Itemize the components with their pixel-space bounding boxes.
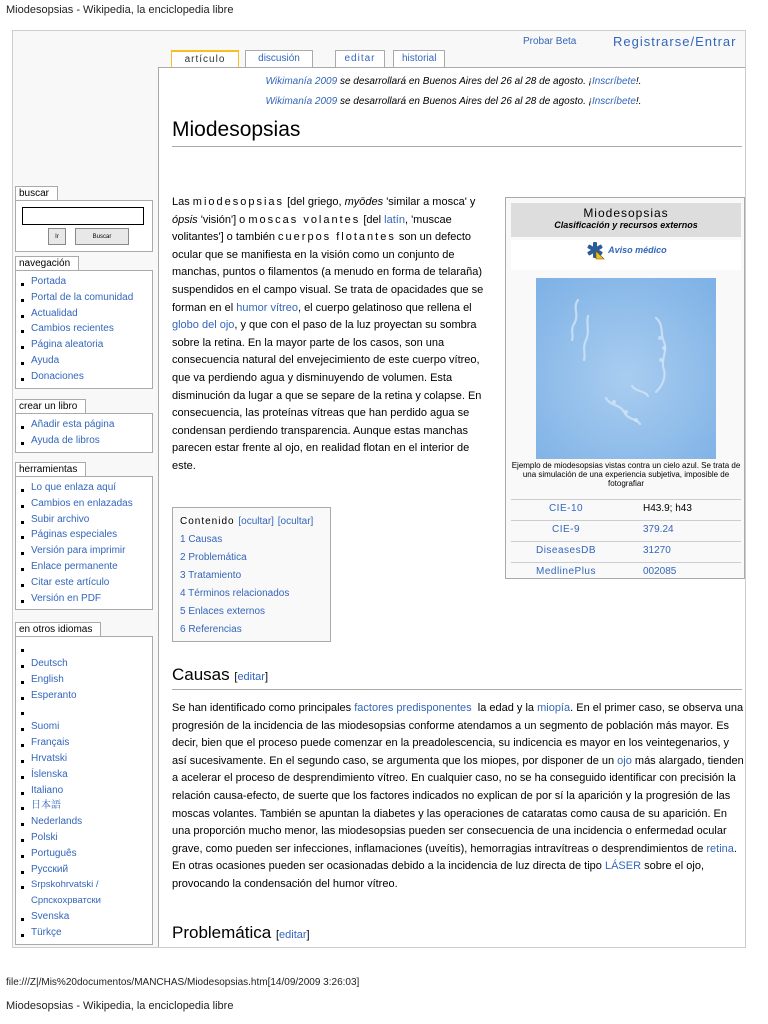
toc-item-terminos[interactable]: 4 Términos relacionados [180,588,290,599]
factores-link[interactable]: factores predisponentes [354,702,472,714]
site-notice: Wikimanía 2009 se desarrollará en Buenos Aires del 26 al 28 de agosto. ¡Inscríbete!. [265,76,642,87]
sidebar-item-enlaza[interactable]: Lo que enlaza aquí [19,480,152,496]
tools-heading: herramientas [15,462,86,476]
wikimania-link[interactable]: Wikimanía 2009 [265,76,338,87]
infobox-header [511,203,741,237]
sidebar-item-enlazadas[interactable]: Cambios en enlazadas [19,496,152,512]
tab-discusion[interactable]: discusión [245,50,313,67]
print-footer-url: file:///Z|/Mis%20documentos/MANCHAS/Miodesopsias.htm[14/09/2009 3:26:03] [6,977,360,988]
toc-hide-link[interactable]: [ocultar] [238,516,274,527]
toc-item-problematica[interactable]: 2 Problemática [180,552,247,563]
infobox-row-cie10 [511,499,741,516]
site-notice-2: Wikimanía 2009 se desarrollará en Buenos Aires del 26 al 28 de agosto. ¡Inscríbete!. [265,96,642,107]
sidebar-item-anadir[interactable]: Añadir esta página [19,417,152,433]
languages-heading: en otros idiomas [15,622,101,636]
infobox-caption: Ejemplo de miodesopsias vistas contra un cielo azul. Se trata de una simulación de una experiencia subjetiva, imposible de fotografiar [511,461,741,488]
intro-paragraph: Las miodesopsias [del griego, myōdes 'similar a mosca' y ópsis 'visión'] o moscas volantes [del latín, 'muscae volitantes'] o también cuerpos flotantes son un defecto ocular que se manifiesta en la visión como un conjunto de manchas, puntos o filamentos (a menudo en forma de telaraña) suspendidos en el campo visual. Se trata de opacidades que se forman en el humor vítreo, el cuerpo gelatinoso que rellena el globo del ojo, y que con el paso de la luz proyectan su sombra sobre la retina. En la mayor parte de los casos, son una consecuencia natural del envejecimiento de este cuerpo vítreo, que va perdiendo agua y disminuyendo de volumen. Esta disminución da lugar a que se separe de la retina y colapse. En consecuencia, las proteínas vítreas que han perdido agua se condensan perdiendo transparencia. Aunque estas manchas parecen estar frente al ojo, en realidad flotan en el interior de este. [172,196,484,472]
medlineplus-value-link[interactable]: 002085 [643,566,677,577]
toc-item-tratamiento[interactable]: 3 Tratamiento [180,570,242,581]
sidebar-item-donaciones[interactable]: Donaciones [19,369,152,385]
go-button[interactable]: Ir [48,228,66,245]
inscribete-link[interactable]: Inscríbete [591,76,636,87]
laser-link[interactable]: LÁSER [604,860,642,873]
infobox [505,197,745,579]
tab-articulo[interactable]: artículo [171,50,239,67]
sidebar-item-lang-ja[interactable]: 日本語 [19,798,152,814]
infobox-row-medlineplus [511,562,741,579]
sidebar-item-lang-hr[interactable]: Hrvatski [19,751,152,767]
sidebar-item-lang-sh[interactable]: Srpskohrvatski / Српскохрватски [19,877,152,909]
languages-portlet [15,619,153,945]
latin-link[interactable]: latín [384,213,405,226]
retina-link[interactable]: retina [706,842,734,855]
sidebar-item-citar[interactable]: Citar este artículo [19,575,152,591]
sidebar-item-lang-blank2[interactable] [19,703,152,719]
wikimania-link-2[interactable]: Wikimanía 2009 [265,96,338,107]
toc-title: Contenido [ocultar] [ocultar] [180,516,314,527]
sidebar-item-lang-en[interactable]: English [19,672,152,688]
tab-editar[interactable]: editar [335,50,385,67]
sidebar-item-lang-is[interactable]: Íslenska [19,767,152,783]
sidebar-item-lang-eo[interactable]: Esperanto [19,688,152,704]
diseasesdb-link[interactable]: DiseasesDB [535,545,597,556]
sidebar-item-portada[interactable]: Portada [19,274,152,290]
toc-item-referencias[interactable]: 6 Referencias [180,624,242,635]
sidebar-item-lang-sv[interactable]: Svenska [19,909,152,925]
search-portlet [15,183,153,252]
sidebar-item-lang-pt[interactable]: Português [19,846,152,862]
login-link[interactable]: Registrarse/Entrar [613,34,737,49]
ojo-link[interactable]: ojo [617,754,632,767]
sidebar-item-lang-fi[interactable]: Suomi [19,719,152,735]
infobox-row-cie9 [511,520,741,537]
sidebar-item-lang-fr[interactable]: Français [19,735,152,751]
content-area [158,67,746,948]
globo-ojo-link[interactable]: globo del ojo [172,319,235,332]
search-input[interactable] [22,207,144,225]
sidebar-item-cambios[interactable]: Cambios recientes [19,321,152,337]
probar-beta-link[interactable]: Probar Beta [523,36,577,47]
table-of-contents [172,507,331,642]
edit-problematica-link[interactable]: editar [279,929,307,941]
causas-paragraph: Se han identificado como principales factores predisponentes la edad y la miopía. En el primer caso, se observa una progresión de la incidencia de las miodesopsias conforme atendamos a un segmento de población más mayor. Es decir, bien que el proceso puede comenzar en la preadolescencia, su indicencia es mayor en los veintegenarios, y así sucesivamente. En el segundo caso, se argumenta que los miopes, por disponer de un ojo más alargado, tienden a acelerar el proceso de desprendimiento vítreo. En cualquier caso, no se ha conseguido identificar con precisión la relación causa-efecto, de suerte que los factores indicados no explican de por sí la aparición y la progresión de las moscas volantes. También se apuntan la diabetes y las operaciones de cataratas como causa de su aparición. En una proporción mucho menor, las miodesopsias pueden ser consecuencia de una incidencia o enfermedad ocular grave, como pueden ser infecciones, inflamaciones (uveítis), hemorragias intravítreas o desprendimientos de retina. En otras ocasiones pueden ser ocasionadas debido a la incidencia de luz directa de tipo LÁSER sobre el ojo, provocando la condensación del humor vítreo. [172,702,744,890]
sidebar-item-subir[interactable]: Subir archivo [19,512,152,528]
book-heading: crear un libro [15,399,86,413]
medical-warning-label: Aviso médico [608,245,667,255]
page-title: Miodesopsias [172,118,742,147]
medical-warning-icon [585,240,605,260]
sidebar-item-lang-tr[interactable]: Türkçe [19,925,152,941]
sidebar-item-pdf[interactable]: Versión en PDF [19,591,152,607]
book-portlet [15,396,153,453]
navigation-portlet [15,253,153,389]
sidebar-item-lang-nl[interactable]: Nederlands [19,814,152,830]
cie10-link[interactable]: CIE-10 [548,503,584,514]
tab-historial[interactable]: historial [393,50,445,67]
sidebar-item-portal[interactable]: Portal de la comunidad [19,290,152,306]
wiki-page [12,30,746,948]
diseasesdb-value-link[interactable]: 31270 [643,545,671,556]
floaters-image[interactable] [536,278,716,459]
sidebar-item-aleatoria[interactable]: Página aleatoria [19,337,152,353]
toc-hide-link-2[interactable]: [ocultar] [277,516,314,527]
infobox-title: Miodesopsias [583,206,669,220]
infobox-row-diseasesdb [511,541,741,558]
section-heading-causas: Causas [editar] [172,665,742,690]
tools-portlet [15,459,153,610]
sidebar-item-lang-it[interactable]: Italiano [19,783,152,799]
miopia-link[interactable]: miopía [537,702,571,714]
humor-vitreo-link[interactable]: humor vítreo [236,301,298,314]
medlineplus-link[interactable]: MedlinePlus [536,566,596,577]
edit-causas-link[interactable]: editar [237,671,265,683]
sidebar-item-imprimir[interactable]: Versión para imprimir [19,543,152,559]
sidebar-item-lang-pl[interactable]: Polski [19,830,152,846]
print-header: Miodesopsias - Wikipedia, la enciclopedia libre [6,4,234,16]
navigation-heading: navegación [15,256,79,270]
sidebar-item-lang-ru[interactable]: Русский [19,862,152,878]
sidebar-item-ayuda-libros[interactable]: Ayuda de libros [19,433,152,449]
toc-item-enlaces[interactable]: 5 Enlaces externos [180,606,266,617]
cie9-value-link[interactable]: 379.24 [643,524,674,535]
sidebar-item-actualidad[interactable]: Actualidad [19,306,152,322]
sidebar-item-especiales[interactable]: Páginas especiales [19,527,152,543]
sidebar-item-ayuda[interactable]: Ayuda [19,353,152,369]
search-heading: buscar [15,186,58,200]
toc-item-causas[interactable]: 1 Causas [180,534,223,545]
cie10-value: H43.9; h43 [643,503,692,514]
inscribete-link-2[interactable]: Inscríbete [591,96,636,107]
section-heading-problematica: Problemática [editar] [172,923,742,948]
sidebar-item-lang-blank[interactable] [19,640,152,656]
print-footer-title: Miodesopsias - Wikipedia, la enciclopedia libre [6,1000,234,1012]
sidebar-item-permanente[interactable]: Enlace permanente [19,559,152,575]
search-button[interactable]: Buscar [75,228,129,245]
sidebar-item-lang-de[interactable]: Deutsch [19,656,152,672]
medical-warning[interactable] [511,240,741,270]
cie9-link[interactable]: CIE-9 [551,524,581,535]
infobox-subtitle: Clasificación y recursos externos [554,220,698,230]
